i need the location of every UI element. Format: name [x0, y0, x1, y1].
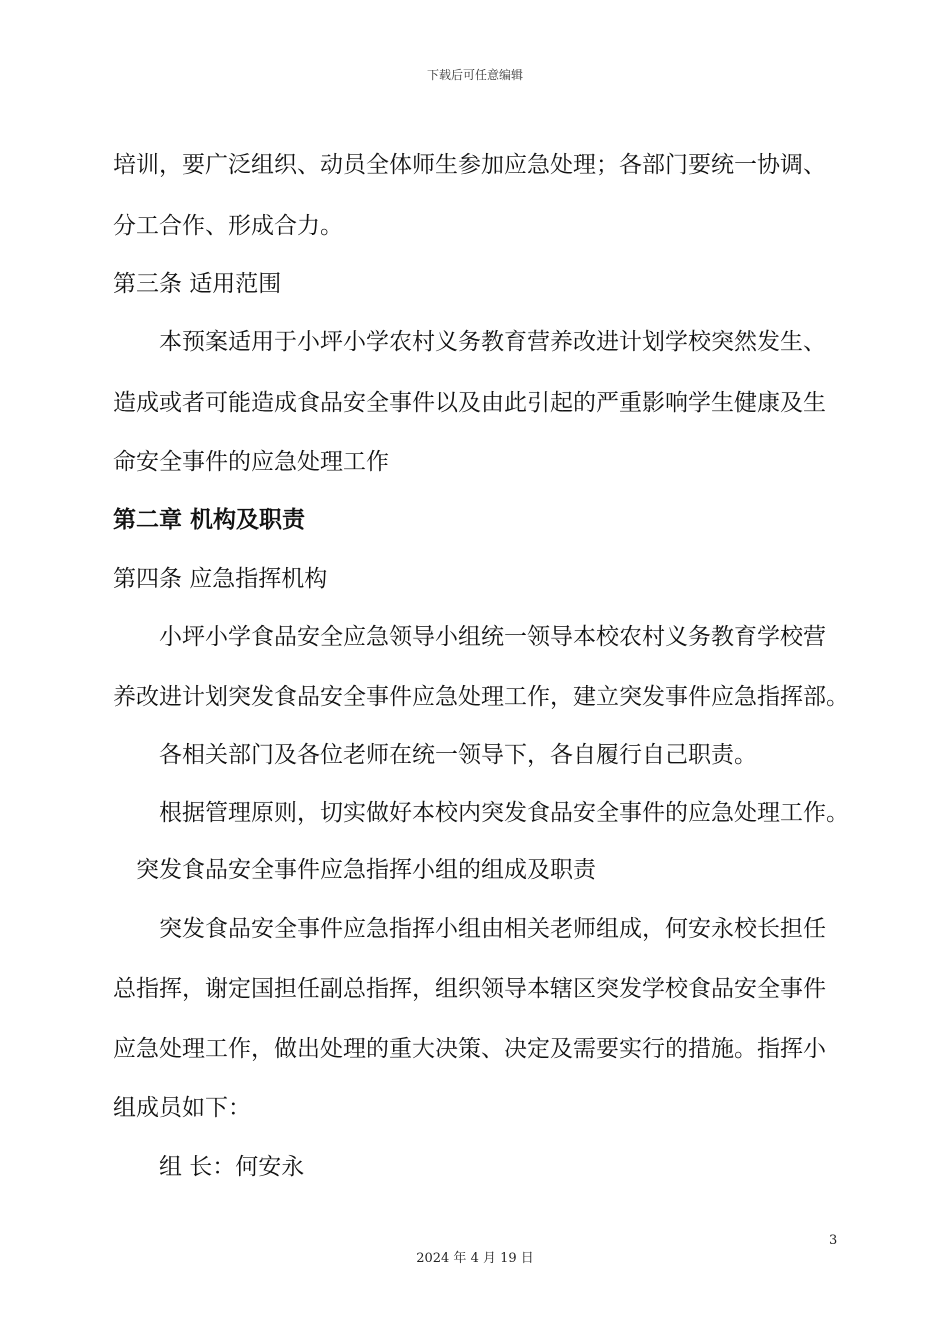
body-line: 应急处理工作，做出处理的重大决策、决定及需要实行的措施。指挥小: [113, 1036, 826, 1062]
article-heading: 第四条 应急指挥机构: [113, 566, 328, 592]
page-number: 3: [829, 1233, 838, 1248]
chapter-heading: 第二章 机构及职责: [113, 507, 306, 533]
body-line: 培训，要广泛组织、动员全体师生参加应急处理；各部门要统一协调、: [113, 152, 826, 178]
section-heading: 突发食品安全事件应急指挥小组的组成及职责: [136, 857, 596, 883]
page-header: 下载后可任意编辑: [426, 68, 523, 82]
body-line: 造成或者可能造成食品安全事件以及由此引起的严重影响学生健康及生: [113, 390, 826, 416]
body-line: 养改进计划突发食品安全事件应急处理工作，建立突发事件应急指挥部。: [113, 684, 849, 710]
body-line: 组 长：何安永: [159, 1154, 305, 1180]
body-line: 各相关部门及各位老师在统一领导下，各自履行自己职责。: [159, 742, 757, 768]
body-line: 总指挥，谢定国担任副总指挥，组织领导本辖区突发学校食品安全事件: [113, 976, 826, 1002]
body-line: 突发食品安全事件应急指挥小组由相关老师组成，何安永校长担任: [159, 916, 826, 942]
body-line: 命安全事件的应急处理工作: [113, 449, 389, 475]
body-line: 分工合作、形成合力。: [113, 213, 343, 239]
body-line: 本预案适用于小坪小学农村义务教育营养改进计划学校突然发生、: [159, 329, 826, 355]
article-heading: 第三条 适用范围: [113, 271, 282, 297]
body-line: 小坪小学食品安全应急领导小组统一领导本校农村义务教育学校营: [159, 624, 826, 650]
page-footer-date: 2024 年 4 月 19 日: [416, 1251, 534, 1266]
body-line: 根据管理原则，切实做好本校内突发食品安全事件的应急处理工作。: [159, 800, 849, 826]
body-line: 组成员如下：: [113, 1095, 251, 1121]
